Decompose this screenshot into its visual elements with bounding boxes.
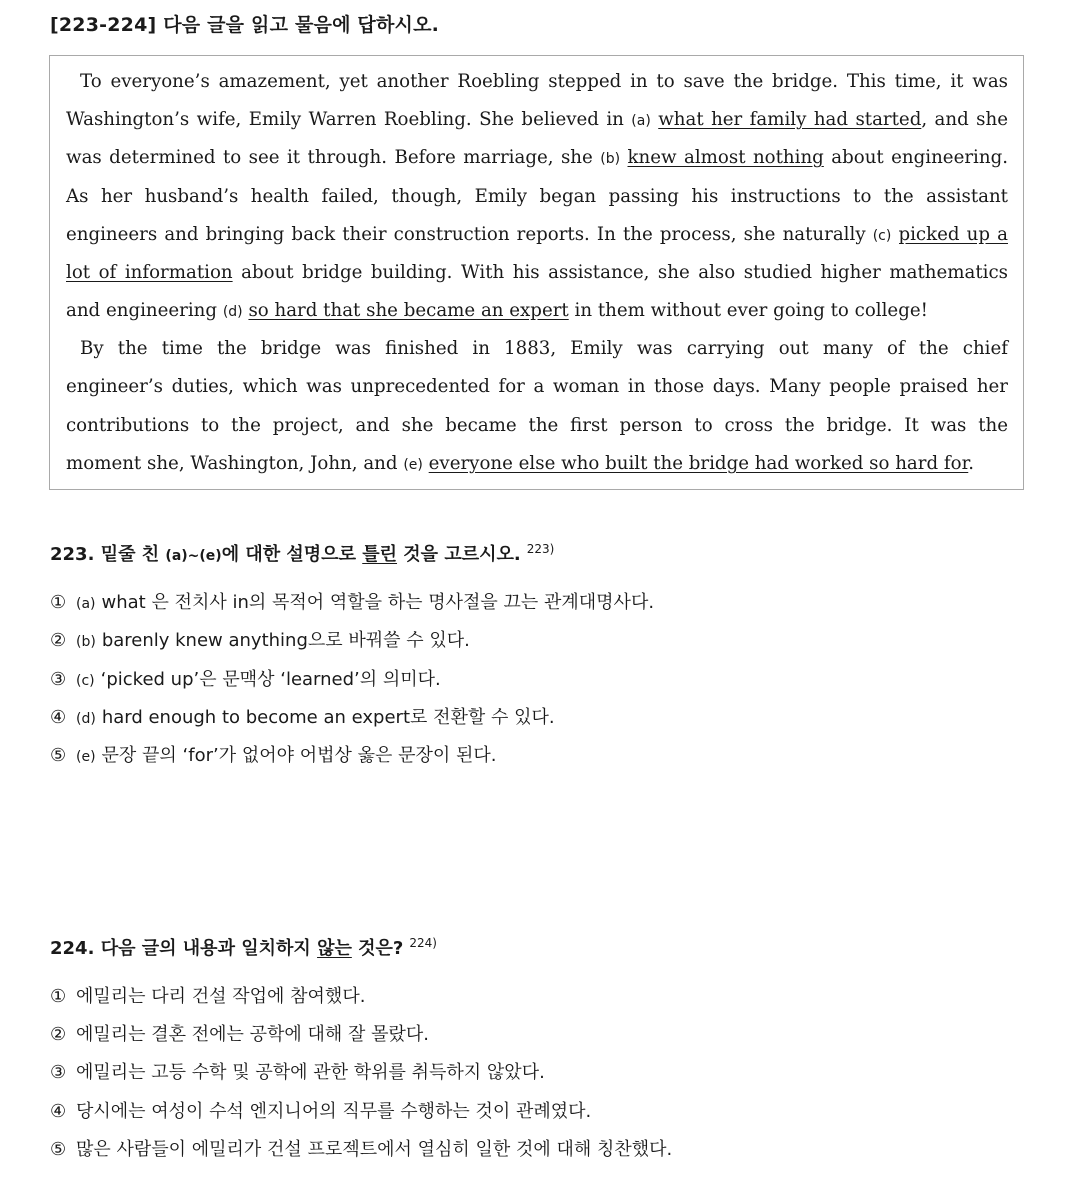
footnote-ref: 224) bbox=[409, 936, 437, 950]
underline-b: knew almost nothing bbox=[627, 147, 824, 168]
option-224-4[interactable]: ④ 당시에는 여성이 수석 엔지니어의 직무를 수행하는 것이 관례였다. bbox=[50, 1101, 592, 1122]
passage-line: Washington’s wife, Emily Warren Roebling. She believed in (a) what her family had started, and she bbox=[66, 109, 1008, 130]
emphasis-not: 않는 bbox=[317, 938, 352, 959]
underline-d: so hard that she became an expert bbox=[248, 300, 569, 321]
passage-line: By the time the bridge was finished in 1883, Emily was carrying out many of the chief bbox=[80, 338, 1008, 359]
label-a: (a) bbox=[631, 113, 651, 129]
option-223-5[interactable]: ⑤ (e) 문장 끝의 ‘for’가 없어야 어법상 옳은 문장이 된다. bbox=[50, 745, 497, 766]
label-e: (e) bbox=[403, 457, 423, 473]
option-224-2[interactable]: ② 에밀리는 결혼 전에는 공학에 대해 잘 몰랐다. bbox=[50, 1024, 430, 1045]
passage-line: and engineering (d) so hard that she became an expert in them without ever going to college! bbox=[66, 300, 928, 321]
passage-line: was determined to see it through. Before marriage, she (b) knew almost nothing about engineering. bbox=[66, 147, 1008, 168]
underline-e: everyone else who built the bridge had worked so hard for bbox=[428, 453, 969, 474]
option-223-4[interactable]: ④ (d) hard enough to become an expert로 전환할 수 있다. bbox=[50, 707, 555, 728]
passage-line: engineer’s duties, which was unprecedented for a woman in those days. Many people praised her bbox=[66, 376, 1008, 397]
underline-a: what her family had started bbox=[658, 109, 922, 130]
passage-line: engineers and bringing back their construction reports. In the process, she naturally (c) picked up a bbox=[66, 224, 1008, 245]
option-223-3[interactable]: ③ (c) ‘picked up’은 문맥상 ‘learned’의 의미다. bbox=[50, 669, 441, 690]
label-c: (c) bbox=[872, 228, 892, 244]
option-223-2[interactable]: ② (b) barenly knew anything으로 바꿔쓸 수 있다. bbox=[50, 630, 470, 651]
passage-line: To everyone’s amazement, yet another Roebling stepped in to save the bridge. This time, it was bbox=[80, 71, 1008, 92]
question-224: 224. 다음 글의 내용과 일치하지 않는 것은? $^{224)}$ bbox=[50, 936, 437, 959]
option-224-3[interactable]: ③ 에밀리는 고등 수학 및 공학에 관한 학위를 취득하지 않았다. bbox=[50, 1062, 545, 1083]
section-heading: [223-224] 다음 글을 읽고 물음에 답하시오. bbox=[50, 14, 440, 36]
emphasis-wrong: 틀린 bbox=[362, 544, 398, 565]
label-b: (b) bbox=[600, 151, 621, 167]
passage-line: contributions to the project, and she became the first person to cross the bridge. It was the bbox=[66, 415, 1008, 436]
passage-line: As her husband’s health failed, though, Emily began passing his instructions to the assistant bbox=[66, 186, 1008, 207]
label-d: (d) bbox=[222, 304, 243, 320]
question-223: 223. 밑줄 친 (a)~(e)에 대한 설명으로 틀린 것을 고르시오. $^{223)}$ bbox=[50, 542, 555, 565]
reading-passage bbox=[49, 55, 1024, 490]
passage-line: moment she, Washington, John, and (e) everyone else who built the bridge had worked so hard for. bbox=[66, 453, 975, 474]
option-223-1[interactable]: ① (a) what 은 전치사 in의 목적어 역할을 하는 명사절을 끄는 관계대명사다. bbox=[50, 592, 655, 613]
footnote-ref: 223) bbox=[526, 542, 555, 556]
underline-c: picked up a bbox=[898, 224, 1008, 245]
option-224-5[interactable]: ⑤ 많은 사람들이 에밀리가 건설 프로젝트에서 열심히 일한 것에 대해 칭찬했다. bbox=[50, 1139, 673, 1160]
underline-c-cont: lot of information bbox=[66, 262, 233, 283]
passage-line: lot of information about bridge building. With his assistance, she also studied higher mathematics bbox=[66, 262, 1008, 283]
option-224-1[interactable]: ① 에밀리는 다리 건설 작업에 참여했다. bbox=[50, 986, 366, 1007]
